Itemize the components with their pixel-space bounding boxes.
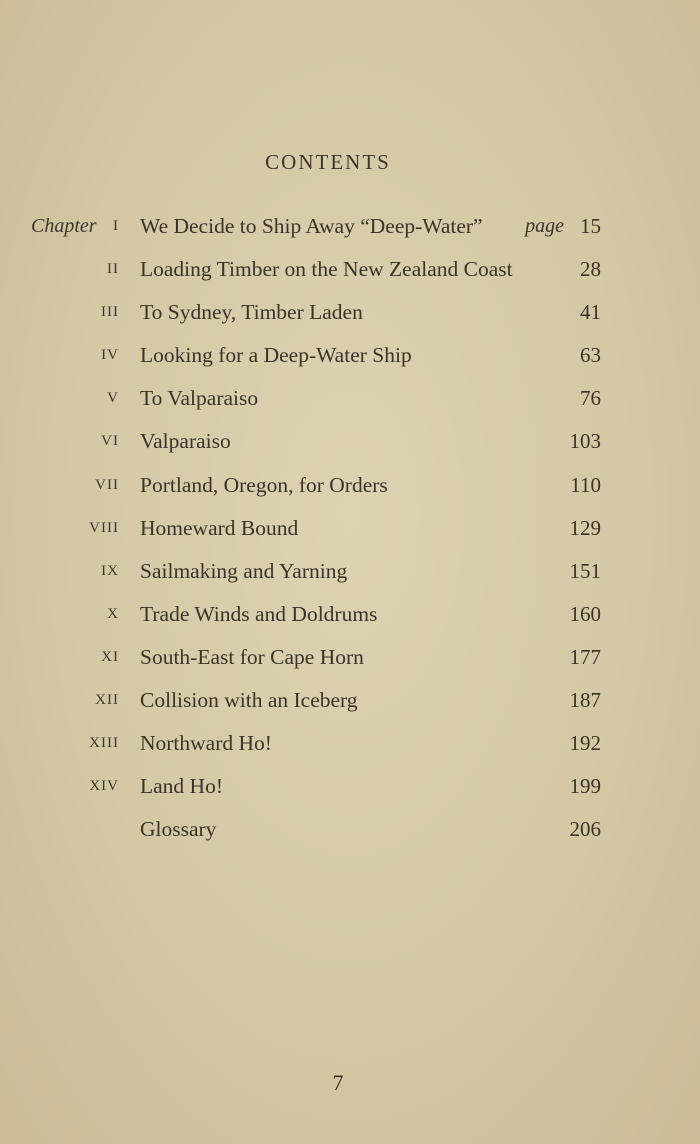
toc-entry: [0, 334, 700, 377]
chapter-numeral: V: [107, 390, 119, 407]
chapter-numeral: III: [101, 304, 119, 321]
toc-entry: [0, 420, 700, 463]
toc-entry: [0, 507, 700, 550]
chapter-numeral: VII: [95, 476, 119, 493]
chapter-numeral: XIII: [89, 735, 119, 752]
page-number: 206: [569, 817, 601, 842]
chapter-title: Glossary: [140, 817, 217, 842]
chapter-title: Land Ho!: [140, 774, 223, 799]
chapter-numeral: IV: [101, 347, 119, 364]
page-number: 160: [569, 601, 601, 626]
page-number: 103: [569, 429, 601, 454]
page-number: 15: [580, 214, 601, 238]
page-number: 187: [569, 688, 601, 713]
chapter-title: South-East for Cape Horn: [140, 644, 364, 669]
contents-heading: CONTENTS: [265, 150, 391, 174]
chapter-title: To Sydney, Timber Laden: [140, 300, 363, 325]
chapter-title: Homeward Bound: [140, 515, 299, 540]
page-number: 76: [580, 386, 601, 411]
chapter-title: To Valparaiso: [140, 386, 259, 411]
folio-page-number: 7: [332, 1070, 344, 1095]
toc-entry: [0, 808, 700, 851]
chapter-title: Sailmaking and Yarning: [140, 558, 348, 583]
toc-entry: [0, 205, 700, 248]
page-number: 151: [569, 558, 601, 583]
chapter-numeral: XIV: [89, 778, 119, 795]
chapter-title: Looking for a Deep-Water Ship: [140, 343, 412, 368]
chapter-numeral: VIII: [89, 519, 119, 536]
toc-entry: [0, 722, 700, 765]
toc-entry: [0, 377, 700, 420]
chapter-title: We Decide to Ship Away “Deep-Water”: [140, 214, 483, 238]
page-number: 129: [569, 515, 601, 540]
chapter-numeral: I: [113, 218, 119, 234]
toc-entry: [0, 550, 700, 593]
chapter-title: Northward Ho!: [140, 731, 272, 756]
page-number: 28: [580, 257, 601, 282]
page-number: 110: [570, 472, 601, 497]
chapter-title: Loading Timber on the New Zealand Coast: [140, 257, 513, 282]
chapter-title: Valparaiso: [140, 429, 231, 454]
toc-entry: [0, 636, 700, 679]
toc-entry: [0, 593, 700, 636]
page-number: 177: [569, 644, 601, 669]
chapter-title: Portland, Oregon, for Orders: [140, 472, 388, 497]
toc-entry: [0, 765, 700, 808]
chapter-title: Trade Winds and Doldrums: [140, 601, 378, 626]
toc-entry: [0, 679, 700, 722]
chapter-numeral: XI: [101, 648, 119, 665]
toc-entry: [0, 464, 700, 507]
toc-entry: [0, 291, 700, 334]
chapter-numeral: VI: [101, 433, 119, 450]
chapter-label: Chapter: [31, 215, 97, 237]
chapter-numeral: XII: [95, 692, 119, 709]
table-of-contents: [0, 205, 700, 851]
toc-entry: [0, 248, 700, 291]
chapter-title: Collision with an Iceberg: [140, 688, 358, 713]
page-label: page: [525, 215, 564, 237]
chapter-numeral: X: [107, 605, 119, 622]
page-number: 41: [580, 300, 601, 325]
page-number: 199: [569, 774, 601, 799]
chapter-numeral: II: [107, 261, 119, 278]
page-number: 192: [569, 731, 601, 756]
chapter-numeral: IX: [101, 562, 119, 579]
page-number: 63: [580, 343, 601, 368]
